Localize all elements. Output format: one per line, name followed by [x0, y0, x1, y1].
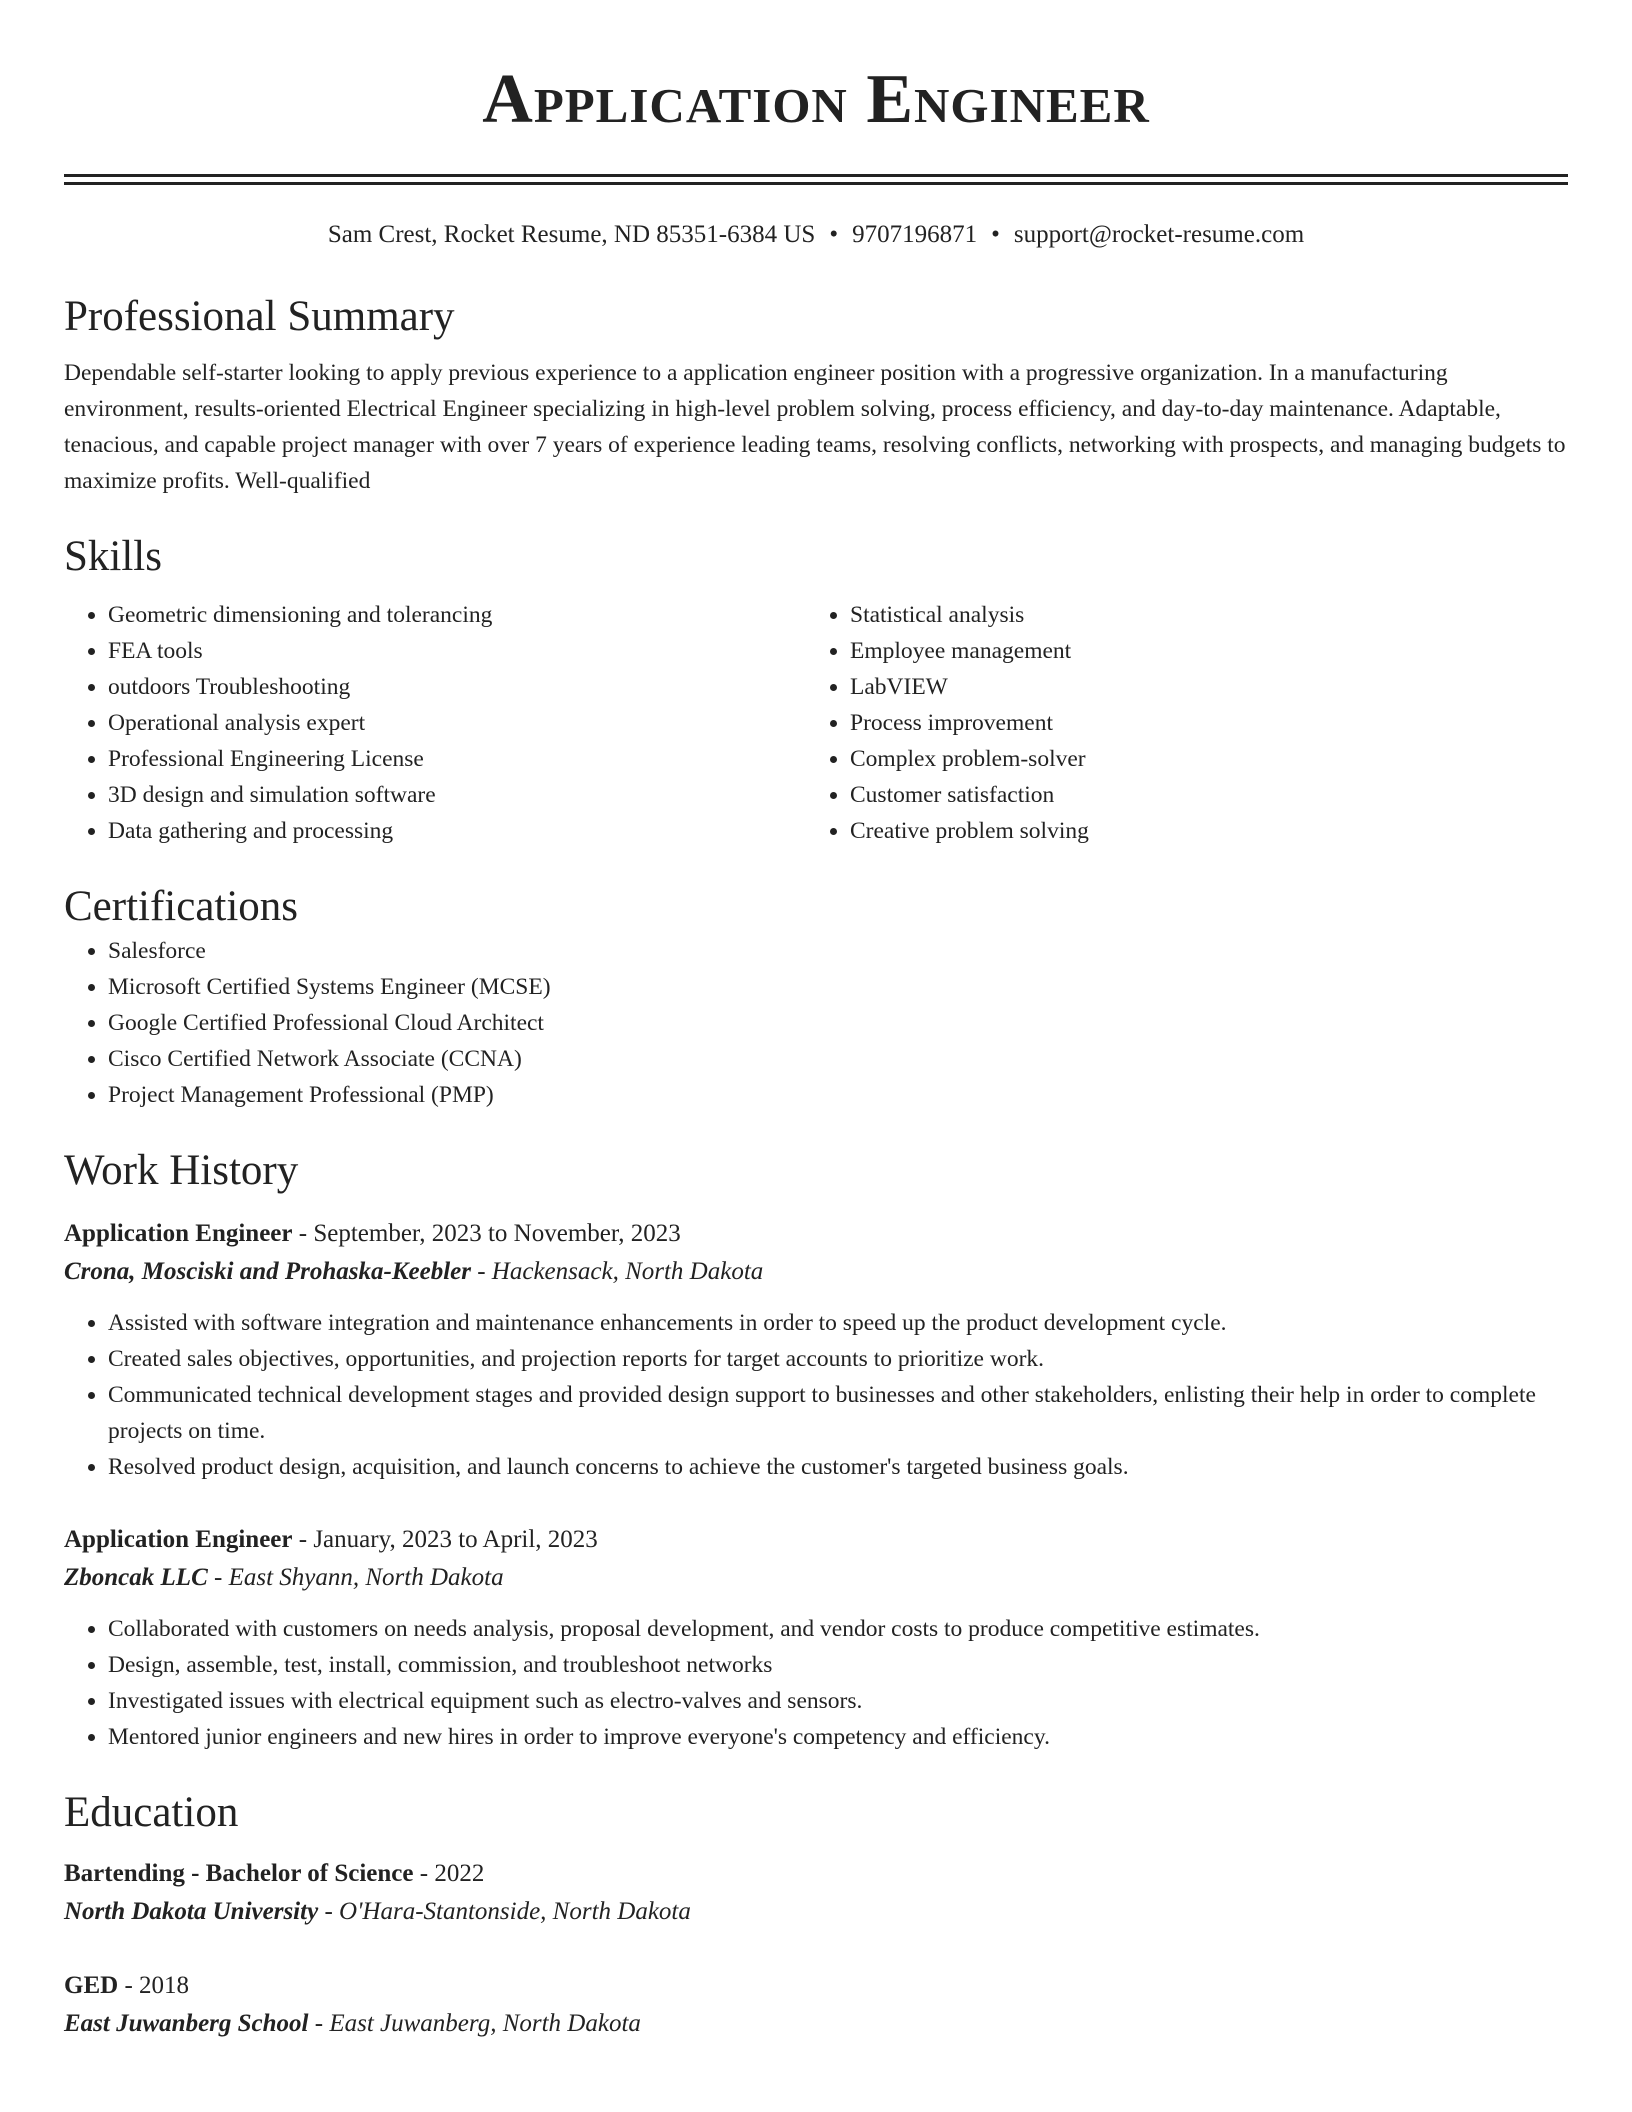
skill-item: • 3D design and simulation software: [108, 777, 806, 813]
work-history-heading: Work History: [64, 1147, 299, 1194]
skill-item: • Data gathering and processing: [108, 813, 806, 849]
job-title: Application Engineer: [64, 1526, 293, 1553]
divider-line-top: [64, 174, 1568, 177]
job-dates: - January, 2023 to April, 2023: [292, 1526, 598, 1553]
job-title: Application Engineer: [64, 1220, 293, 1247]
skill-item: • Creative problem solving: [850, 813, 1548, 849]
contact-address: Sam Crest, Rocket Resume, ND 85351-6384 US: [327, 221, 816, 248]
certification-item: • Microsoft Certified Systems Engineer (MCSE): [108, 969, 1568, 1005]
skill-item: • LabVIEW: [850, 669, 1548, 705]
skill-item: • Process improvement: [850, 705, 1548, 741]
job-company-line: [64, 1253, 1568, 1291]
summary-heading: Professional Summary: [64, 293, 455, 340]
education-degree-line: [64, 1855, 1568, 1893]
divider-line-bottom: [64, 182, 1568, 185]
job-company: Crona, Mosciski and Prohaska-Keebler: [64, 1258, 471, 1285]
education-year: - 2018: [118, 1972, 190, 1999]
title-divider: [64, 174, 1568, 185]
education-school-line: [64, 2005, 1568, 2043]
certification-item: • Google Certified Professional Cloud Architect: [108, 1005, 1568, 1041]
job-duties-list: [64, 1611, 1568, 1755]
education-degree: Bartending - Bachelor of Science: [64, 1860, 414, 1887]
education-degree-line: [64, 1967, 1568, 2005]
resume-title: Application Engineer: [482, 61, 1150, 138]
education-school: East Juwanberg School: [64, 2010, 309, 2037]
education-location: - East Juwanberg, North Dakota: [308, 2010, 641, 2037]
contact-line: [64, 219, 1568, 251]
skill-item: • Statistical analysis: [850, 597, 1548, 633]
education-school: North Dakota University: [64, 1898, 319, 1925]
skills-column-right: [806, 597, 1548, 849]
education-year: - 2022: [413, 1860, 485, 1887]
skill-item: • Employee management: [850, 633, 1548, 669]
education-heading: Education: [64, 1789, 239, 1836]
education-school-line: [64, 1893, 1568, 1931]
skill-item: • Operational analysis expert: [108, 705, 806, 741]
contact-phone: 9707196871: [852, 221, 978, 248]
job-duty-item: • Mentored junior engineers and new hires in order to improve everyone's competency and efficiency.: [108, 1719, 1568, 1755]
certifications-heading: Certifications: [64, 883, 299, 930]
job-duty-item: • Investigated issues with electrical equipment such as electro-valves and sensors.: [108, 1683, 1568, 1719]
education-entry: [64, 1967, 1568, 2043]
job-duties-list: [64, 1305, 1568, 1485]
skill-item: • Complex problem-solver: [850, 741, 1548, 777]
job-duty-item: • Created sales objectives, opportunities, and projection reports for target accounts to prioritize work.: [108, 1341, 1568, 1377]
contact-separator: •: [991, 221, 1000, 248]
skill-item: • Professional Engineering License: [108, 741, 806, 777]
job-title-line: [64, 1521, 1568, 1559]
certification-item: • Salesforce: [108, 933, 1568, 969]
education-entry: [64, 1855, 1568, 1931]
job-entry: [64, 1521, 1568, 1755]
certification-item: • Project Management Professional (PMP): [108, 1077, 1568, 1113]
job-company: Zboncak LLC: [64, 1564, 208, 1591]
skills-grid: [64, 597, 1568, 849]
job-company-line: [64, 1559, 1568, 1597]
certification-item: • Cisco Certified Network Associate (CCNA): [108, 1041, 1568, 1077]
contact-email: support@rocket-resume.com: [1013, 221, 1305, 248]
job-entry: [64, 1215, 1568, 1485]
job-location: - Hackensack, North Dakota: [470, 1258, 764, 1285]
education-location: - O'Hara-Stantonside, North Dakota: [318, 1898, 691, 1925]
skills-column-left: [64, 597, 806, 849]
job-duty-item: • Assisted with software integration and maintenance enhancements in order to speed up the product development cycle.: [108, 1305, 1568, 1341]
skill-item: • Customer satisfaction: [850, 777, 1548, 813]
job-location: - East Shyann, North Dakota: [207, 1564, 504, 1591]
job-duty-item: • Resolved product design, acquisition, and launch concerns to achieve the customer's targeted business goals.: [108, 1449, 1568, 1485]
education-degree: GED: [64, 1972, 119, 1999]
summary-text: Dependable self-starter looking to apply previous experience to a application engineer position with a progressive organization. In a manufacturing environment, results-oriented Electrical Engineer specializing in high-level problem solving, process efficiency, and day-to-day maintenance. Adaptable, tenacious, and capable project manager with over 7 years of experience leading teams, resolving conflicts, networking with prospects, and managing budgets to maximize profits. Well-qualified: [64, 360, 1566, 494]
job-duty-item: • Design, assemble, test, install, commission, and troubleshoot networks: [108, 1647, 1568, 1683]
skill-item: • Geometric dimensioning and tolerancing: [108, 597, 806, 633]
certifications-list: [64, 933, 1568, 1113]
job-dates: - September, 2023 to November, 2023: [292, 1220, 681, 1247]
job-duty-item: • Communicated technical development stages and provided design support to businesses and other stakeholders, enlisting their help in order to complete projects on time.: [108, 1377, 1568, 1449]
contact-separator: •: [829, 221, 839, 248]
job-duty-item: • Collaborated with customers on needs analysis, proposal development, and vendor costs to produce competitive estimates.: [108, 1611, 1568, 1647]
job-title-line: [64, 1215, 1568, 1253]
skills-heading: Skills: [64, 533, 162, 580]
skill-item: • FEA tools: [108, 633, 806, 669]
skill-item: • outdoors Troubleshooting: [108, 669, 806, 705]
